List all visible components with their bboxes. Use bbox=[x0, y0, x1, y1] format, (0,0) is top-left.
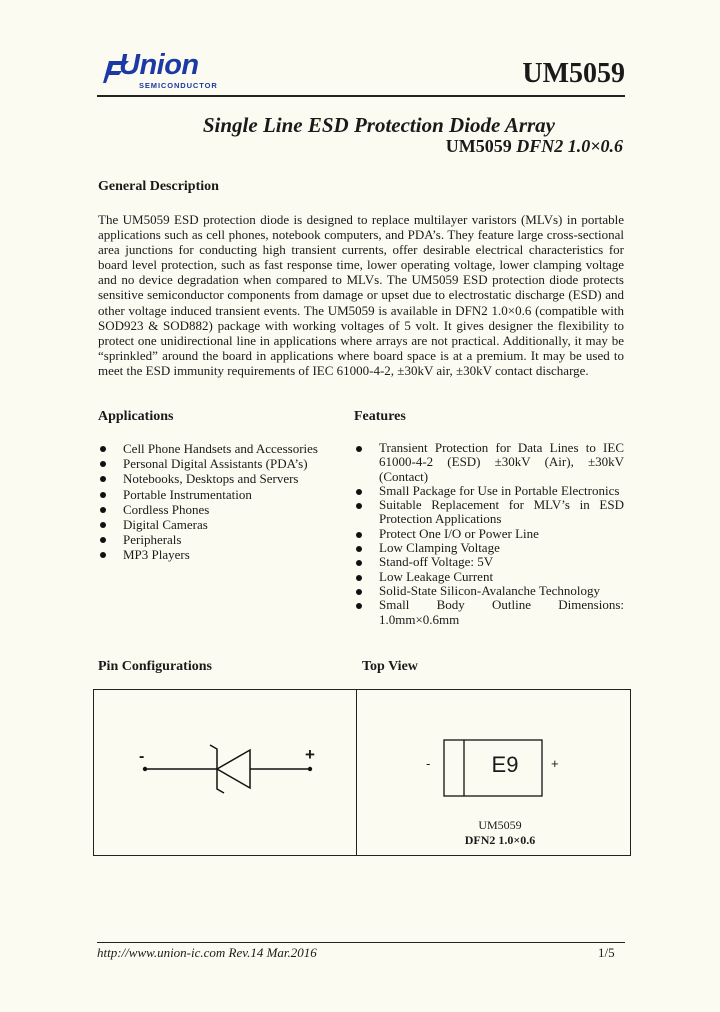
diagram-divider bbox=[356, 689, 357, 856]
package-type-label: DFN2 1.0×0.6 bbox=[464, 833, 536, 847]
feature-item: Solid-State Silicon-Avalanche Technology bbox=[354, 584, 624, 598]
tvs-diode-symbol bbox=[130, 740, 330, 800]
document-title: Single Line ESD Protection Diode Array bbox=[202, 113, 555, 137]
logo-wordmark: Union bbox=[119, 49, 199, 81]
symbol-minus-label: - bbox=[139, 748, 145, 765]
symbol-plus-label: + bbox=[305, 745, 315, 764]
header-divider bbox=[97, 95, 625, 97]
application-item: Peripherals bbox=[98, 532, 338, 547]
application-item: MP3 Players bbox=[98, 547, 338, 562]
company-logo bbox=[103, 49, 243, 95]
feature-item: Low Leakage Current bbox=[354, 570, 624, 584]
applications-heading: Applications bbox=[98, 409, 174, 424]
feature-item: Protect One I/O or Power Line bbox=[354, 527, 624, 541]
subtitle-package: DFN2 1.0×0.6 bbox=[516, 136, 623, 156]
feature-item: Transient Protection for Data Lines to IEC 61000-4-2 (ESD) ±30kV (Air), ±30kV (Contact) bbox=[354, 441, 624, 484]
feature-item: Stand-off Voltage: 5V bbox=[354, 555, 624, 569]
feature-item: Suitable Replacement for MLV’s in ESD Protection Applications bbox=[354, 498, 624, 527]
feature-item: Low Clamping Voltage bbox=[354, 541, 624, 555]
application-item: Personal Digital Assistants (PDA’s) bbox=[98, 456, 338, 471]
application-item: Cell Phone Handsets and Accessories bbox=[98, 441, 338, 456]
footer-page-number: 1/5 bbox=[598, 945, 615, 960]
header-part-number: UM5059 bbox=[522, 58, 625, 89]
package-marking: E9 bbox=[491, 752, 519, 777]
footer-url-revision: http://www.union-ic.com Rev.14 Mar.2016 bbox=[97, 945, 317, 960]
general-description-heading: General Description bbox=[98, 179, 219, 194]
feature-item: Small Body Outline Dimensions: 1.0mm×0.6mm bbox=[354, 598, 624, 627]
package-part-label: UM5059 bbox=[478, 818, 522, 832]
applications-list bbox=[98, 441, 338, 563]
footer-divider bbox=[97, 942, 625, 943]
package-plus-label: + bbox=[551, 756, 559, 771]
features-heading: Features bbox=[354, 409, 406, 424]
document-subtitle bbox=[446, 136, 623, 157]
top-view-heading: Top View bbox=[362, 659, 418, 674]
general-description-text: The UM5059 ESD protection diode is designed to replace multilayer varistors (MLVs) in portable applications such as cell phones, notebook computers, and PDA’s. They feature large cross-sectional area junctions for conducting high transient currents, offer desirable electrical characteristics for board level protection, such as fast response time, lower operating voltage, lower clamping voltage and no device degradation when compared to MLVs. The UM5059 ESD protection diode protects sensitive semiconductor components from damage or upset due to electrostatic discharge (ESD) and other voltage induced transient events. The UM5059 is available in DFN2 1.0×0.6 (compatible with SOD923 & SOD882) package with working voltages of 5 volt. It gives designer the flexibility to protect one unidirectional line in applications where arrays are not practical. Additionally, it may be “sprinkled” around the board in applications where board space is at a premium. It may be used to meet the ESD immunity requirements of IEC 61000-4-2, ±30kV air, ±30kV contact discharge. bbox=[98, 212, 624, 378]
features-list bbox=[354, 441, 624, 627]
subtitle-part: UM5059 bbox=[445, 136, 512, 156]
application-item: Portable Instrumentation bbox=[98, 487, 338, 502]
pin-configurations-heading: Pin Configurations bbox=[98, 659, 212, 674]
logo-subtext: SEMICONDUCTOR bbox=[139, 81, 218, 90]
application-item: Digital Cameras bbox=[98, 517, 338, 532]
application-item: Cordless Phones bbox=[98, 502, 338, 517]
feature-item: Small Package for Use in Portable Electronics bbox=[354, 484, 624, 498]
package-minus-label: - bbox=[426, 756, 431, 771]
application-item: Notebooks, Desktops and Servers bbox=[98, 471, 338, 486]
